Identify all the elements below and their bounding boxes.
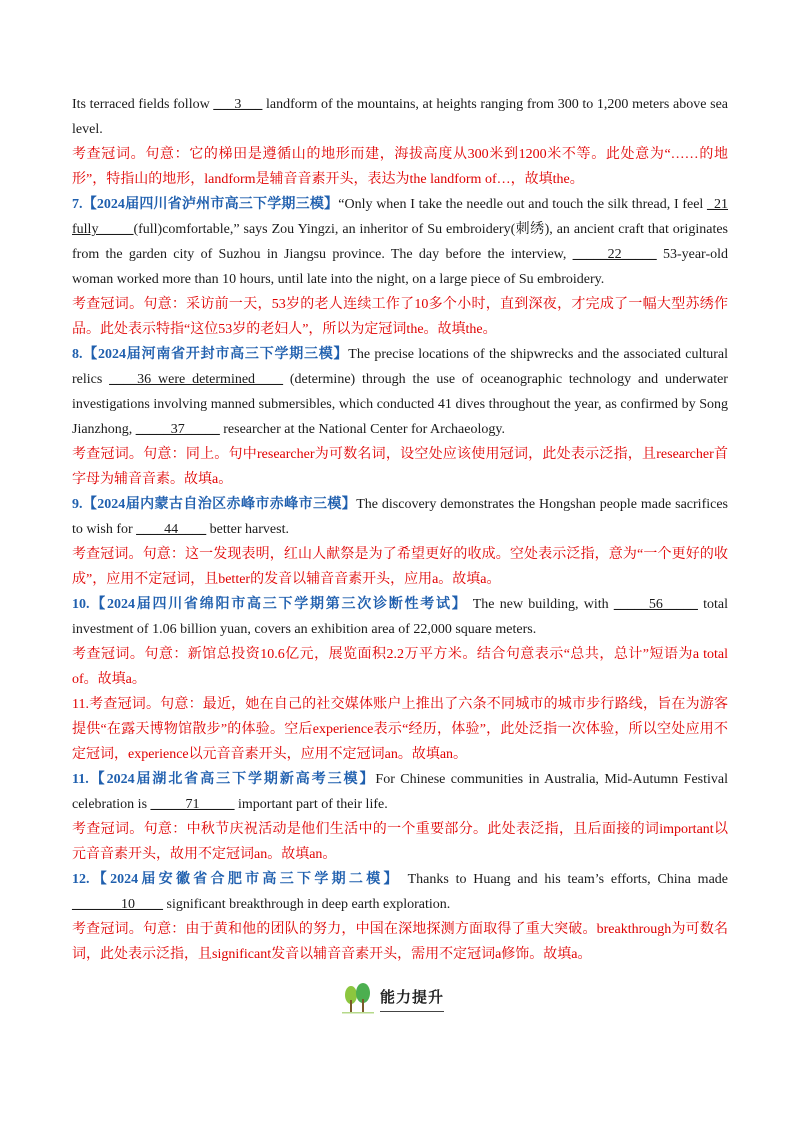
section-badge xyxy=(340,982,464,1016)
question-7-source: 7.【2024届四川省泸州市高三下学期三模】 xyxy=(72,197,339,212)
question-11 xyxy=(72,767,728,817)
question-9-source: 9.【2024届内蒙古自治区赤峰市赤峰市三模】 xyxy=(72,497,357,512)
question-10-text: The new building, with xyxy=(467,597,614,612)
question-7-text-end: 53-year-old woman worked more than 10 hours, until late into the night, on a large piece of Su embroidery. xyxy=(72,247,728,287)
question-11-explanation: 考查冠词。句意：中秋节庆祝活动是他们生活中的一个重要部分。此处表泛指，且后面接的词important以元音音素开头，故用不定冠词an。故填an。 xyxy=(72,822,728,862)
answer-blank-21: _21 fully_____ xyxy=(72,197,729,237)
answer-blank-3: ___3___ xyxy=(213,97,263,112)
two-trees-icon xyxy=(340,982,376,1016)
intro-text: Its terraced fields follow xyxy=(72,97,214,112)
intro-question xyxy=(72,92,728,142)
answer-blank-36: ____36 were determined____ xyxy=(109,372,284,387)
question-12-text: Thanks to Huang and his team’s efforts, China made xyxy=(400,872,728,887)
question-9-text-end: better harvest. xyxy=(206,522,289,537)
question-12-explanation: 考查冠词。句意：由于黄和他的团队的努力，中国在深地探测方面取得了重大突破。breakthrough为可数名词，此处表示泛指，且significant发音以辅音音素开头，需用不定冠词a修饰。故填a。 xyxy=(72,922,728,962)
question-10-text-end: total investment of 1.06 billion yuan, covers an exhibition area of 22,000 square meters. xyxy=(72,597,728,637)
question-9-text: The discovery demonstrates the Hongshan people made sacrifices to wish for xyxy=(72,497,728,537)
question-7-explanation: 考查冠词。句意：采访前一天，53岁的老人连续工作了10多个小时，直到深夜，才完成了一幅大型苏绣作品。此处表示特指“这位53岁的老妇人”，所以为定冠词the。故填the。 xyxy=(72,297,728,337)
question-11-text: For Chinese communities in Australia, Mid-Autumn Festival celebration is xyxy=(72,772,728,812)
intro-text-cont: landform of the mountains, at heights ranging from 300 to 1,200 meters above sea level. xyxy=(72,97,728,137)
question-12-text-end: significant breakthrough in deep earth exploration. xyxy=(163,897,451,912)
question-8-text: The precise locations of the shipwrecks and the associated cultural relics xyxy=(72,347,729,387)
question-11-text-end: important part of their life. xyxy=(234,797,388,812)
answer-blank-37: _____37_____ xyxy=(135,422,220,437)
question-12 xyxy=(72,867,728,917)
answer-blank-56: _____56_____ xyxy=(613,597,698,612)
question-8 xyxy=(72,342,728,442)
document-body xyxy=(72,92,728,967)
question-7-text-cont: (full)comfortable,” says Zou Yingzi, an inheritor of Su embroidery(刺绣), an ancient craft that originates from the garden city of Suzhou in Jiangsu province. The day before the interview, xyxy=(72,222,728,262)
question-10 xyxy=(72,592,728,642)
question-11-source: 11.【2024届湖北省高三下学期新高考三模】 xyxy=(72,772,376,787)
question-12-source: 12.【2024届安徽省合肥市高三下学期二模】 xyxy=(72,872,401,887)
question-7 xyxy=(72,192,728,292)
question-8-text-cont: (determine) through the use of oceanographic technology and underwater investigations involving manned submersibles, which conducted 41 dives throughout the year, as confirmed by Song Jianzhong, xyxy=(72,372,728,437)
question-11a-explanation: 11.考查冠词。句意：最近，她在自己的社交媒体账户上推出了六条不同城市的城市步行路线，旨在为游客提供“在露天博物馆散步”的体验。空后experience表示“经历，体验”，此处泛指一次体验，所以空处应用不定冠词，experience以元音音素开头，应用不定冠词an。故填an。 xyxy=(72,697,728,762)
question-9-explanation: 考查冠词。句意：这一发现表明，红山人献祭是为了希望更好的收成。空处表示泛指，意为“一个更好的收成”，应用不定冠词，且better的发音以辅音音素开头，应用a。故填a。 xyxy=(72,547,728,587)
question-10-source: 10.【2024届四川省绵阳市高三下学期第三次诊断性考试】 xyxy=(72,597,468,612)
question-7-text: “Only when I take the needle out and touch the silk thread, I feel xyxy=(338,197,708,212)
intro-explanation: 考查冠词。句意：它的梯田是遵循山的地形而建，海拔高度从300米到1200米不等。此处意为“……的地形”，特指山的地形，landform是辅音音素开头，表达为the landform of…，故填the。 xyxy=(72,147,728,187)
question-10-explanation: 考查冠词。句意：新馆总投资10.6亿元，展览面积2.2万平方米。结合句意表示“总共，总计”短语为a total of。故填a。 xyxy=(72,647,728,687)
answer-blank-22: _____22_____ xyxy=(572,247,657,262)
question-8-source: 8.【2024届河南省开封市高三下学期三模】 xyxy=(72,347,349,362)
question-9 xyxy=(72,492,728,542)
answer-blank-71: _____71_____ xyxy=(150,797,235,812)
question-8-text-end: researcher at the National Center for Archaeology. xyxy=(219,422,505,437)
answer-blank-10: _______10____ xyxy=(72,897,163,912)
section-badge-label: 能力提升 xyxy=(380,986,444,1012)
answer-blank-44: ____44____ xyxy=(136,522,207,537)
question-8-explanation: 考查冠词。句意：同上。句中researcher为可数名词，设空处应该使用冠词，此处表示泛指，且researcher首字母为辅音音素。故填a。 xyxy=(72,447,728,487)
